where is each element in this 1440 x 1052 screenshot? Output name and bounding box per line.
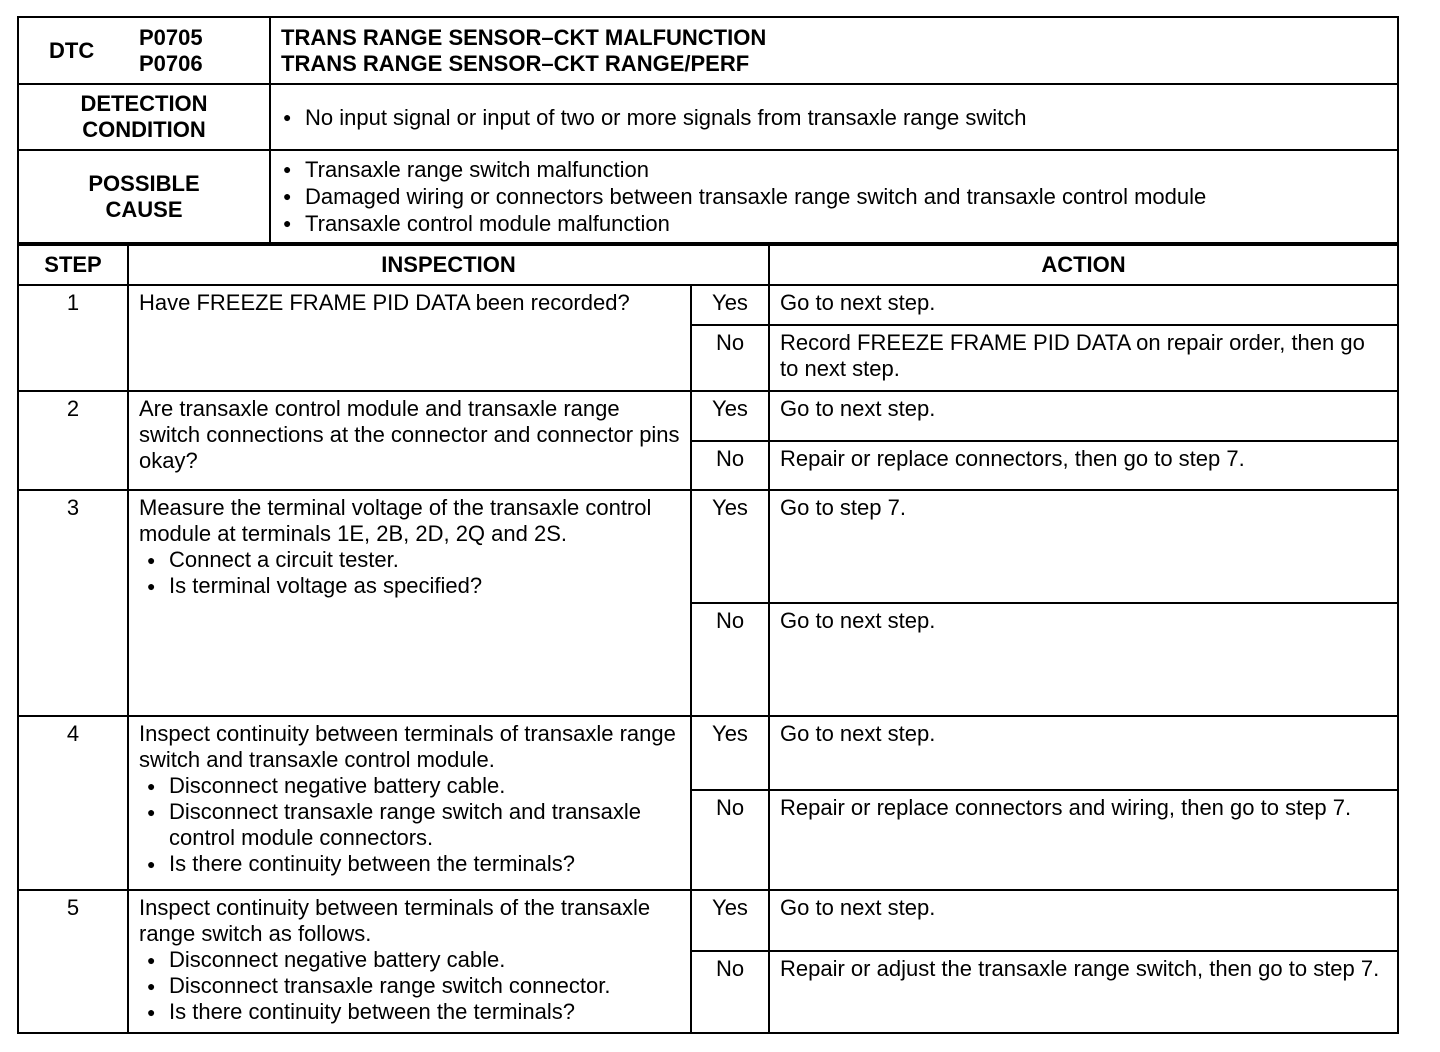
dtc-title: TRANS RANGE SENSOR–CKT RANGE/PERF [281, 50, 750, 76]
step-number: 2 [18, 391, 128, 490]
action-yes: Go to step 7. [769, 490, 1398, 603]
detection-label: CONDITION [82, 117, 206, 142]
answer-no: No [691, 325, 769, 391]
action-no: Go to next step. [769, 603, 1398, 716]
inspection-bullet: ● Connect a circuit tester. [139, 547, 680, 573]
step-inspection [128, 285, 691, 391]
step-inspection [128, 391, 691, 490]
detection-condition-cell [270, 84, 1398, 150]
diagnostic-table [17, 16, 1397, 1036]
dtc-code: P0706 [139, 50, 203, 76]
step-number: 5 [18, 890, 128, 1033]
step-number: 3 [18, 490, 128, 716]
detection-condition-item: ● No input signal or input of two or more signals from transaxle range switch [275, 104, 1397, 131]
action-yes: Go to next step. [769, 890, 1398, 951]
dtc-title-cell [270, 17, 1398, 84]
inspection-bullet: ● Disconnect transaxle range switch and transaxle control module connectors. [139, 799, 680, 851]
answer-no: No [691, 951, 769, 1033]
cause-label-cell [18, 150, 270, 243]
action-no: Record FREEZE FRAME PID DATA on repair order, then go to next step. [769, 325, 1398, 391]
possible-cause-cell [270, 150, 1398, 243]
step-inspection [128, 890, 691, 1033]
inspection-bullet: ● Is there continuity between the terminals? [139, 999, 680, 1025]
answer-yes: Yes [691, 391, 769, 441]
answer-no: No [691, 603, 769, 716]
action-no: Repair or replace connectors and wiring, then go to step 7. [769, 790, 1398, 890]
action-no: Repair or adjust the transaxle range switch, then go to step 7. [769, 951, 1398, 1033]
step-number: 4 [18, 716, 128, 890]
possible-cause-item: ● Damaged wiring or connectors between transaxle range switch and transaxle control module [275, 183, 1397, 210]
action-no: Repair or replace connectors, then go to step 7. [769, 441, 1398, 490]
inspection-bullet: ● Disconnect negative battery cable. [139, 773, 680, 799]
answer-yes: Yes [691, 716, 769, 790]
column-header-action: ACTION [769, 245, 1398, 285]
answer-no: No [691, 790, 769, 890]
inspection-bullet: ● Is there continuity between the terminals? [139, 851, 680, 877]
detection-label-cell [18, 84, 270, 150]
cause-label: CAUSE [105, 196, 183, 222]
action-yes: Go to next step. [769, 285, 1398, 325]
dtc-code: P0705 [139, 24, 203, 50]
inspection-bullet: ● Is terminal voltage as specified? [139, 573, 680, 599]
step-inspection [128, 490, 691, 716]
step-inspection [128, 716, 691, 890]
action-yes: Go to next step. [769, 391, 1398, 441]
dtc-label: DTC [49, 37, 95, 63]
inspection-text: Inspect continuity between terminals of the transaxle range switch as follows. [139, 895, 651, 946]
step-number: 1 [18, 285, 128, 391]
steps-table [17, 244, 1399, 1034]
inspection-bullet: ● Disconnect transaxle range switch connector. [139, 973, 680, 999]
answer-yes: Yes [691, 490, 769, 603]
possible-cause-item: ● Transaxle range switch malfunction [275, 156, 1397, 183]
dtc-codes [139, 25, 203, 77]
detection-label: DETECTION [80, 91, 208, 116]
column-header-inspection: INSPECTION [128, 245, 769, 285]
inspection-bullet: ● Disconnect negative battery cable. [139, 947, 680, 973]
column-header-step: STEP [18, 245, 128, 285]
possible-cause-item: ● Transaxle control module malfunction [275, 210, 1397, 237]
inspection-text: Have FREEZE FRAME PID DATA been recorded? [139, 290, 630, 315]
answer-yes: Yes [691, 890, 769, 951]
inspection-text: Measure the terminal voltage of the transaxle control module at terminals 1E, 2B, 2D, 2Q and 2S. [139, 495, 652, 546]
cause-label: POSSIBLE [88, 170, 200, 196]
answer-yes: Yes [691, 285, 769, 325]
dtc-cell [18, 17, 270, 84]
action-yes: Go to next step. [769, 716, 1398, 790]
answer-no: No [691, 441, 769, 490]
dtc-header-table [17, 16, 1399, 244]
inspection-text: Inspect continuity between terminals of transaxle range switch and transaxle control module. [139, 721, 676, 772]
inspection-text: Are transaxle control module and transaxle range switch connections at the connector and connector pins okay? [139, 396, 680, 473]
dtc-title: TRANS RANGE SENSOR–CKT MALFUNCTION [281, 24, 767, 50]
